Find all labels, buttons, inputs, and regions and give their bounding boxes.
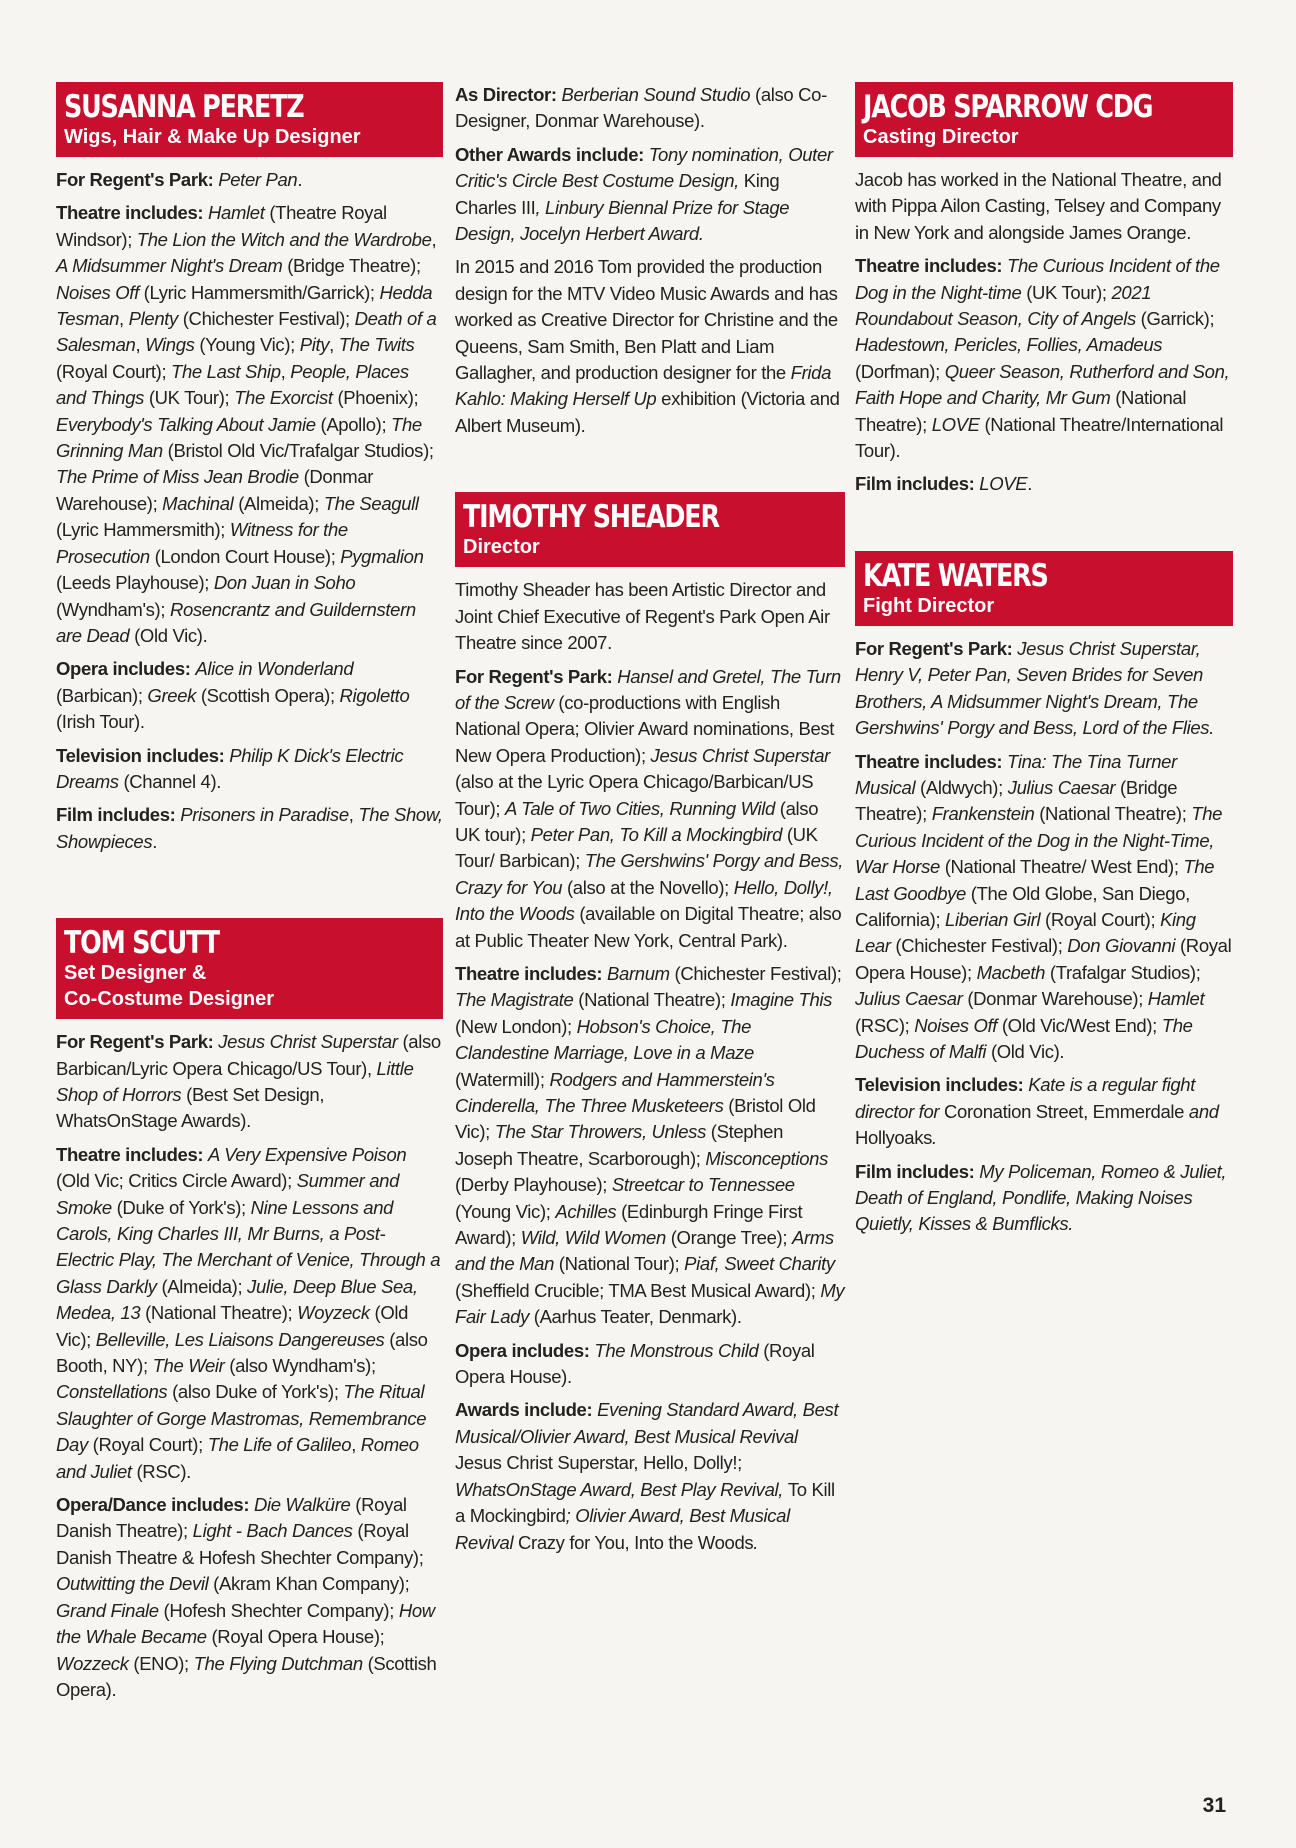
production-title: Little Shop of Horrors <box>56 1057 414 1105</box>
credit-text: (Young Vic); <box>194 334 300 356</box>
production-title: Tony nomination, Outer Critic's Circle Best Costume Design, <box>455 143 833 192</box>
credit-label: Opera includes: <box>455 1339 590 1361</box>
credit-text: (Scottish Opera). <box>56 1652 437 1700</box>
credit-text: (also UK tour); <box>455 797 819 845</box>
production-title: Prisoners in Paradise <box>180 804 349 826</box>
credit-text: , <box>329 334 339 356</box>
production-title: Piaf, Sweet Charity <box>684 1253 835 1275</box>
credit-text: (Old Vic; Critics Circle Award); <box>56 1170 297 1192</box>
production-title: Hamlet <box>208 202 265 224</box>
credit-text: (UK Tour); <box>1021 281 1112 303</box>
production-title: The Show, Showpieces <box>56 804 443 852</box>
production-title: The Exorcist <box>234 387 333 409</box>
production-title: Rigoletto <box>339 684 410 706</box>
production-title: Julius Caesar <box>855 988 963 1010</box>
credit-text: (Chichester Festival); <box>177 308 355 330</box>
column-1 <box>56 82 443 1710</box>
credit-text: (co-productions with English National Opera; Olivier Award nominations, Best New Opera Production); <box>455 691 835 766</box>
credit-label: Other Awards include: <box>455 143 644 165</box>
credit-label: For Regent's Park: <box>455 665 613 687</box>
credit-text: (National Theatre); <box>573 989 731 1011</box>
person-role: Set Designer & <box>64 962 207 985</box>
credit-label: Theatre includes: <box>455 962 603 984</box>
production-title: Nine Lessons and Carols, King Charles III, Mr Burns, a Post-Electric Play, The Merchant of Venice, Through a Glass Darkly <box>56 1196 441 1297</box>
production-title: How the Whale Became <box>56 1599 435 1648</box>
production-title: Hadestown, Pericles, Follies, Amadeus <box>855 334 1163 356</box>
credit-text: (Aldwych); <box>915 776 1008 798</box>
production-title: King Lear <box>855 908 1196 957</box>
production-title: Everybody's Talking About Jamie <box>56 413 316 435</box>
credit-text: (Duke of York's); <box>111 1196 251 1218</box>
credit-text: (Almeida); <box>156 1275 248 1297</box>
production-title: Pity <box>299 334 330 356</box>
credit-text: (Old Vic); <box>56 1302 409 1350</box>
production-title: Peter Pan, To Kill a Mockingbird <box>530 823 783 845</box>
production-title: Constellations <box>56 1381 168 1403</box>
credit-text: (Old Vic). <box>986 1040 1065 1062</box>
credit-text: (Donmar Warehouse); <box>56 466 374 514</box>
production-title: Alice in Wonderland <box>195 658 354 680</box>
credit-text: (Leeds Playhouse); <box>56 572 214 594</box>
credit-text: (Scottish Opera); <box>196 684 340 706</box>
production-title: Death of a Salesman <box>56 308 437 356</box>
production-title: The Curious Incident of the Dog in the Night-time <box>855 255 1220 303</box>
credit-paragraph <box>455 254 845 439</box>
credit-paragraph <box>56 1142 443 1485</box>
credit-paragraph <box>855 749 1233 1066</box>
credit-text: (Wyndham's); <box>56 598 170 620</box>
credit-text: (Royal Opera House); <box>855 935 1232 983</box>
credit-paragraph <box>56 1029 443 1135</box>
production-title: Summer and Smoke <box>56 1170 400 1218</box>
production-title: . <box>753 1531 759 1553</box>
production-title: Noises Off <box>914 1014 998 1036</box>
name-banner <box>56 82 443 157</box>
production-title: Machinal <box>162 492 234 514</box>
credit-text: (Akram Khan Company); <box>208 1573 410 1595</box>
credit-text: (Dorfman); <box>855 360 945 382</box>
production-title: Hedda Tesman <box>56 281 433 330</box>
production-title: The Curious Incident of the Dog in the Night-Time, War Horse <box>855 803 1223 878</box>
production-title: , Linbury Biennal Prize for Stage Design, Jocelyn Herbert Award. <box>455 196 790 245</box>
credit-text: (Lyric Hammersmith/Garrick); <box>138 281 380 303</box>
credit-label: Theatre includes: <box>855 255 1003 277</box>
production-title: Hobson's Choice, The Clandestine Marriage, Love in a Maze <box>455 1015 754 1064</box>
production-title: People, Places and Things <box>56 360 409 409</box>
production-title: The Grinning Man <box>56 413 422 462</box>
production-title: Imagine This <box>730 989 833 1011</box>
credit-paragraph <box>855 1072 1233 1151</box>
credit-text: (Garrick); <box>1135 308 1215 330</box>
production-title: Philip K Dick's Electric Dreams <box>56 744 404 792</box>
credit-text: (New London); <box>455 1015 577 1037</box>
credit-text: (Donmar Warehouse); <box>962 988 1148 1010</box>
credit-label: Theatre includes: <box>56 202 204 224</box>
person-role: Wigs, Hair & Make Up Designer <box>64 126 361 148</box>
production-title: Witness for the Prosecution <box>56 519 348 567</box>
person-role: Fight Director <box>863 594 995 617</box>
production-title: Jesus Christ Superstar, Henry V, Peter Pan, Seven Brides for Seven Brothers, A Midsummer Night's Dream, The Gershwins' Porgy and Bess, Lord of the Flies. <box>855 637 1214 739</box>
production-title: Jesus Christ Superstar <box>650 744 830 766</box>
production-title: My Fair Lady <box>455 1279 845 1328</box>
production-title: Rosencrantz and Guildernstern are Dead <box>56 598 416 646</box>
credit-text: (also at the Novello); <box>562 876 734 898</box>
credit-text: (Phoenix); <box>332 387 419 409</box>
credit-text: (Orange Tree); <box>665 1227 792 1249</box>
production-title: Achilles <box>555 1200 617 1222</box>
credit-text: (Bridge Theatre); <box>282 255 421 277</box>
credit-label: Television includes: <box>56 744 225 766</box>
production-title: Wozzeck <box>56 1652 129 1674</box>
name-banner <box>455 492 845 567</box>
production-title: LOVE <box>979 473 1028 495</box>
credit-paragraph <box>455 1338 845 1391</box>
credit-paragraph <box>56 743 443 796</box>
credit-text: (Best Set Design, WhatsOnStage Awards). <box>56 1083 325 1132</box>
production-title: Evening Standard Award, Best Musical/Olivier Award, Best Musical Revival <box>455 1399 839 1447</box>
production-title: Light - Bach Dances <box>192 1520 353 1542</box>
production-title: The Monstrous Child <box>594 1339 759 1361</box>
production-title: The Last Ship <box>171 360 281 382</box>
credit-text: (also Booth, NY); <box>56 1328 428 1377</box>
production-title: Belleville, Les Liaisons Dangereuses <box>95 1328 385 1350</box>
production-title: and <box>1184 1100 1219 1122</box>
credit-text: (Bristol Old Vic); <box>455 1095 816 1143</box>
credit-text: (UK Tour); <box>144 387 235 409</box>
credit-label: For Regent's Park: <box>56 169 214 190</box>
production-title: . <box>932 1127 937 1149</box>
credit-text: (Watermill); <box>455 1068 550 1090</box>
production-title: Arms and the Man <box>455 1227 834 1275</box>
credit-label: Awards include: <box>455 1399 593 1421</box>
credit-text: (Old Vic/West End); <box>997 1014 1162 1036</box>
production-title: The Magistrate <box>455 989 574 1011</box>
credit-text: , <box>119 308 129 330</box>
production-title: The Lion the Witch and the Wardrobe <box>136 228 432 250</box>
production-title: The Seagull <box>323 492 419 514</box>
name-banner <box>855 551 1233 626</box>
production-title: Streetcar to Tennessee <box>611 1174 795 1196</box>
column-2 <box>455 82 845 1563</box>
person-name: TOM SCUTT <box>64 925 219 962</box>
credit-text: (Stephen Joseph Theatre, Scarborough); <box>455 1121 784 1169</box>
production-title: The Star Throwers, Unless <box>494 1121 706 1143</box>
credit-text: To Kill a Mockingbird <box>455 1478 835 1527</box>
production-title: Hello, Dolly!, Into the Woods <box>455 876 833 925</box>
credit-text: (Chichester Festival); <box>669 962 842 984</box>
credit-label: Theatre includes: <box>56 1143 204 1165</box>
credit-text: (Trafalgar Studios); <box>1045 961 1201 983</box>
production-title: Jesus Christ Superstar <box>218 1031 398 1053</box>
person-role: Casting Director <box>863 126 1019 148</box>
production-title: The Duchess of Malfi <box>855 1014 1193 1062</box>
credit-text: Jacob has worked in the National Theatre, and with Pippa Ailon Casting, Telsey and Company in New York and alongside James Orange. <box>855 169 1222 243</box>
production-title: Misconceptions <box>705 1147 828 1169</box>
production-title: The Gershwins' Porgy and Bess, Crazy for You <box>455 850 844 898</box>
credit-text: (Hofesh Shechter Company); <box>158 1599 399 1621</box>
credit-text: (RSC). <box>131 1460 191 1482</box>
credit-text: (Royal Opera House); <box>206 1626 385 1648</box>
production-title: Romeo and Juliet <box>56 1434 419 1482</box>
credit-label: Theatre includes: <box>855 750 1003 772</box>
credit-paragraph <box>455 82 845 135</box>
person-role: Co-Costume Designer <box>64 988 275 1011</box>
production-title: Plenty <box>128 308 178 330</box>
credit-text: (The Old Globe, San Diego, California); <box>855 882 1190 930</box>
credit-paragraph <box>855 1159 1233 1238</box>
credit-text: (Chichester Festival); <box>890 935 1068 957</box>
production-title: WhatsOnStage Award, Best Play Revival, <box>455 1478 788 1500</box>
credit-text: (Channel 4). <box>118 770 222 792</box>
production-title: The Twits <box>338 334 415 356</box>
credit-text: King Charles III <box>455 170 780 218</box>
credit-text: (Barbican); <box>56 684 148 706</box>
credit-text: (Aarhus Teater, Denmark). <box>528 1306 742 1328</box>
credit-text: Hollyoaks <box>855 1127 933 1149</box>
credit-text: In 2015 and 2016 Tom provided the production design for the MTV Video Music Awards and has worked as Creative Director for Christine and the Queens, Sam Smith, Ben Platt and Liam Gallagher, and production designer for the <box>455 256 838 384</box>
credit-text: (ENO); <box>128 1652 194 1674</box>
credit-label: Film includes: <box>855 473 975 495</box>
production-title: LOVE <box>931 413 980 435</box>
credit-paragraph <box>855 471 1233 497</box>
production-title: Don Giovanni <box>1067 935 1176 957</box>
production-title: Hamlet <box>1147 988 1205 1010</box>
credit-paragraph <box>455 1397 845 1555</box>
production-title: ; Olivier Award, Best Musical Revival <box>455 1505 790 1553</box>
credit-text: (National Theatre); <box>855 387 1187 435</box>
production-title: Wild, Wild Women <box>520 1227 666 1249</box>
production-title: Greek <box>147 684 197 706</box>
credit-text: (Apollo); <box>315 413 392 435</box>
production-title: Die Walküre <box>253 1494 351 1516</box>
production-title: Peter Pan <box>218 169 298 190</box>
credit-text: exhibition (Victoria and Albert Museum). <box>455 388 840 436</box>
production-title: Rodgers and Hammerstein's Cinderella, The Three Musketeers <box>455 1068 775 1116</box>
credit-text: (Lyric Hammersmith); <box>56 519 230 541</box>
production-title: Kate is a regular fight director for <box>855 1074 1196 1122</box>
credit-text: Jesus Christ Superstar, Hello, Dolly!; <box>455 1452 742 1474</box>
credit-label: As Director: <box>455 84 557 105</box>
credit-text: (Derby Playhouse); <box>455 1174 612 1196</box>
credit-text: (National Theatre/ West End); <box>939 856 1184 878</box>
credit-paragraph <box>56 656 443 735</box>
credit-paragraph <box>855 636 1233 742</box>
credit-text: (Royal Court); <box>1040 908 1161 930</box>
credit-label: Film includes: <box>56 804 176 826</box>
credit-text: , <box>351 1434 361 1456</box>
credit-label: Television includes: <box>855 1074 1024 1096</box>
production-title: The Flying Dutchman <box>193 1652 363 1674</box>
person-name: SUSANNA PERETZ <box>64 89 304 125</box>
production-title: The Life of Galileo <box>207 1434 352 1456</box>
production-title: Grand Finale <box>56 1599 159 1621</box>
credit-paragraph <box>455 142 845 248</box>
credit-text: (Edinburgh Fringe First Award); <box>455 1200 803 1249</box>
column-3 <box>855 82 1233 1245</box>
credit-text: , <box>280 360 291 382</box>
production-title: Don Juan in Soho <box>213 572 356 594</box>
production-title: Outwitting the Devil <box>56 1573 209 1595</box>
credit-text: (Royal Opera House). <box>455 1339 815 1388</box>
production-title: A Very Expensive Poison <box>208 1143 407 1165</box>
production-title: Macbeth <box>976 961 1046 983</box>
name-banner <box>56 918 443 1019</box>
credit-text: (also Duke of York's); <box>167 1381 344 1403</box>
credit-text: , <box>135 334 146 356</box>
credit-paragraph <box>455 577 845 656</box>
credit-text: Crazy for You, Into the Woods <box>518 1531 754 1553</box>
production-title: 2021 Roundabout Season, City of Angels <box>855 281 1152 330</box>
credit-text: Coronation Street, Emmerdale <box>944 1100 1185 1122</box>
credit-text: (Royal Danish Theatre); <box>56 1494 407 1542</box>
production-title: My Policeman, Romeo & Juliet, Death of England, Pondlife, Making Noises Quietly, Kisses & Bumflicks. <box>855 1160 1227 1235</box>
production-title: A Tale of Two Cities, Running Wild <box>504 797 775 819</box>
credit-text: (Royal Court); <box>56 360 172 382</box>
credit-paragraph <box>455 961 845 1331</box>
production-title: Julius Caesar <box>1007 776 1116 798</box>
page-number: 31 <box>1202 1794 1226 1817</box>
credit-text: (Almeida); <box>233 492 324 514</box>
credit-text: . <box>1027 473 1033 495</box>
credit-text: (RSC); <box>855 1014 915 1036</box>
production-title: Liberian Girl <box>945 908 1041 930</box>
production-title: Woyzeck <box>297 1302 370 1324</box>
person-role: Director <box>463 536 540 559</box>
production-title: Julie, Deep Blue Sea, Medea, 13 <box>56 1275 418 1324</box>
name-banner <box>855 82 1233 157</box>
credit-paragraph <box>855 253 1233 464</box>
credit-label: Film includes: <box>855 1160 975 1182</box>
credit-text: (London Court House); <box>149 545 341 567</box>
credit-text: (Theatre Royal Windsor); <box>56 202 387 250</box>
credit-label: For Regent's Park: <box>56 1031 214 1053</box>
credit-text: (also Wyndham's); <box>224 1355 376 1377</box>
credit-label: For Regent's Park: <box>855 637 1013 659</box>
credit-text: (Sheffield Crucible; TMA Best Musical Award); <box>455 1279 821 1301</box>
credit-label: Opera/Dance includes: <box>56 1494 250 1516</box>
credit-text: (also Co-Designer, Donmar Warehouse). <box>455 84 827 132</box>
production-title: The Prime of Miss Jean Brodie <box>56 466 299 488</box>
credit-paragraph <box>56 1492 443 1703</box>
credit-text: (Bridge Theatre); <box>855 776 1178 825</box>
credit-text: (National Theatre); <box>140 1302 298 1324</box>
production-title: Wings <box>145 334 195 356</box>
credit-paragraph <box>56 802 443 855</box>
production-title: Pygmalion <box>340 545 424 567</box>
credit-text: . <box>297 169 303 190</box>
production-title: The Weir <box>152 1355 225 1377</box>
credit-paragraph <box>855 167 1233 246</box>
production-title: Frankenstein <box>931 803 1035 825</box>
credit-text: . <box>152 830 158 852</box>
production-title: A Midsummer Night's Dream <box>56 255 283 277</box>
credit-text: (available on Digital Theatre; also at Public Theater New York, Central Park). <box>455 903 842 951</box>
credit-text: (National Theatre); <box>1034 803 1192 825</box>
credit-text: (Royal Court); <box>87 1434 208 1456</box>
credit-text: Timothy Sheader has been Artistic Director and Joint Chief Executive of Regent's Park Open Air Theatre since 2007. <box>455 579 830 654</box>
credit-text: , <box>431 228 437 250</box>
credit-paragraph <box>455 664 845 954</box>
production-title: Noises Off <box>56 281 139 303</box>
credit-text: (Irish Tour). <box>56 711 145 733</box>
credit-text: (also at the Lyric Opera Chicago/Barbican/US Tour); <box>455 771 814 819</box>
credit-paragraph <box>56 200 443 649</box>
credit-text: , <box>348 804 359 826</box>
credit-paragraph <box>56 167 443 193</box>
production-title: Frida Kahlo: Making Herself Up <box>455 362 832 410</box>
production-title: Barnum <box>607 962 670 984</box>
credit-text: (Young Vic); <box>455 1200 556 1222</box>
production-title: Berberian Sound Studio <box>561 84 751 105</box>
credit-text: (Royal Danish Theatre & Hofesh Shechter Company); <box>56 1520 424 1568</box>
person-name: TIMOTHY SHEADER <box>463 499 719 536</box>
person-name: JACOB SPARROW CDG <box>863 89 1153 125</box>
credit-label: Opera includes: <box>56 658 191 680</box>
production-title: The Last Goodbye <box>855 856 1215 904</box>
credit-text: (Bristol Old Vic/Trafalgar Studios); <box>162 440 434 462</box>
production-title: The Ritual Slaughter of Gorge Mastromas, Remembrance Day <box>56 1381 427 1456</box>
credit-text: (National Theatre/International Tour). <box>855 413 1224 462</box>
production-title: Queer Season, Rutherford and Son, Faith Hope and Charity, Mr Gum <box>855 360 1230 409</box>
credit-text: (Old Vic). <box>129 624 208 646</box>
person-name: KATE WATERS <box>863 557 1048 594</box>
production-title: Hansel and Gretel, The Turn of the Screw <box>455 665 841 713</box>
credit-text: (National Tour); <box>554 1253 685 1275</box>
production-title: Tina: The Tina Turner Musical <box>855 750 1177 798</box>
credit-text: (also Barbican/Lyric Opera Chicago/US Tour), <box>56 1031 441 1079</box>
credit-text: (UK Tour/ Barbican); <box>455 823 818 872</box>
